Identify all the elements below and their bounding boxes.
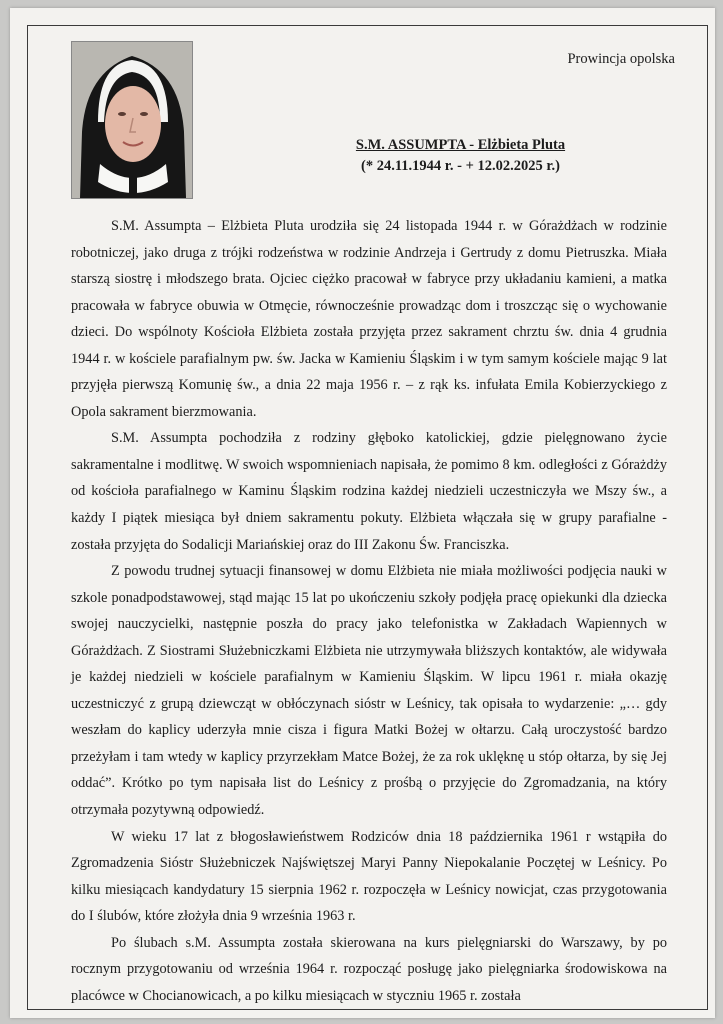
province-label: Prowincja opolska: [567, 51, 675, 67]
sister-name: S.M. ASSUMPTA - Elżbieta Pluta: [355, 137, 566, 153]
paragraph: Z powodu trudnej sytuacji finansowej w domu Elżbieta nie miała możliwości podjęcia nauki w szkole ponadpodstawowej, stąd mając 15 lat po ukończeniu szkoły podjęła pracę opiekunki dla dziecka swojej nauczycielki, następnie poszła do pracy jako telefonistka w Zakładach Wapiennych w Górażdżach. Z Siostrami Służebniczkami Elżbieta nie utrzymywała bliższych kontaktów, ale widywała je każdej niedzieli w kościele parafialnym w Kamieniu Śląskim. W lipcu 1961 r. miała okazję uczestniczyć z grupą dziewcząt w obłóczynach sióstr w Leśnicy, tak opisała to wydarzenie: „… gdy weszłam do kaplicy uderzyła mnie cisza i figura Matki Bożej w ołtarzu. Całą uroczystość bardzo przeżyłam i tam wtedy w kaplicy przyrzekłam Matce Bożej, że za rok uklęknę u stóp ołtarza, by się Jej oddać”. Krótko po tym napisała list do Leśnicy z prośbą o przyjęcie do Zgromadzania, na który otrzymała pozytywną odpowiedź.: [71, 563, 667, 819]
document-page: [10, 8, 715, 1018]
portrait-photo: [71, 41, 193, 199]
paragraph: S.M. Assumpta pochodziła z rodziny głęboko katolickiej, gdzie pielęgnowano życie sakramentalne i modlitwę. W swoich wspomnieniach napisała, że pomimo 8 km. odległości z Górażdży od kościoła parafialnego w Kaminu Śląskim rodzina każdej niedzieli uczestniczyła we Mszy św., a każdy I piątek miesiąca był dniem sakramentu pokuty. Elżbieta włączała się w grupy parafialne - została przyjęta do Sodalicji Mariańskiej oraz do III Zakonu Św. Franciszka.: [71, 430, 667, 553]
obituary-body: [71, 213, 667, 1009]
paragraph: Po ślubach s.M. Assumpta została skierowana na kurs pielęgniarski do Warszawy, by po rocznym przygotowaniu od września 1964 r. rozpocząć posługę jako pielęgniarka środowiskowa na placówce w Chocianowicach, a po kilku miesiącach w styczniu 1965 r. została: [71, 934, 667, 1004]
paragraph: S.M. Assumpta – Elżbieta Pluta urodziła się 24 listopada 1944 r. w Górażdżach w rodzinie robotniczej, jako druga z trójki rodzeństwa w rodzinie Andrzeja i Gertrudy z domu Pietruszka. Miała starszą siostrę i młodszego brata. Ojciec ciężko pracował w fabryce przy układaniu kamieni, a matka pracowała w fabryce obuwia w Otmęcie, równocześnie prowadząc dom i troszcząc się o wychowanie dzieci. Do wspólnoty Kościoła Elżbieta została przyjęta przez sakrament chrztu św. dnia 4 grudnia 1944 r. w kościele parafialnym pw. św. Jacka w Kamieniu Śląskim i w tym samym kościele mając 9 lat przyjęła pierwszą Komunię św., a dnia 22 maja 1956 r. – z rąk ks. infułata Emila Kobierzyckiego z Opola sakrament bierzmowania.: [71, 218, 667, 420]
paragraph: W wieku 17 lat z błogosławieństwem Rodziców dnia 18 października 1961 r wstąpiła do Zgromadzenia Sióstr Służebniczek Najświętszej Maryi Panny Niepokalanie Poczętej w Leśnicy. Po kilku miesiącach kandydatury 15 sierpnia 1962 r. rozpoczęła w Leśnicy nowicjat, czas przygotowania do I ślubów, które złożyła dnia 9 września 1963 r.: [71, 828, 667, 925]
life-dates: (* 24.11.1944 r. - + 12.02.2025 r.): [361, 158, 560, 174]
document-title: [328, 135, 593, 177]
